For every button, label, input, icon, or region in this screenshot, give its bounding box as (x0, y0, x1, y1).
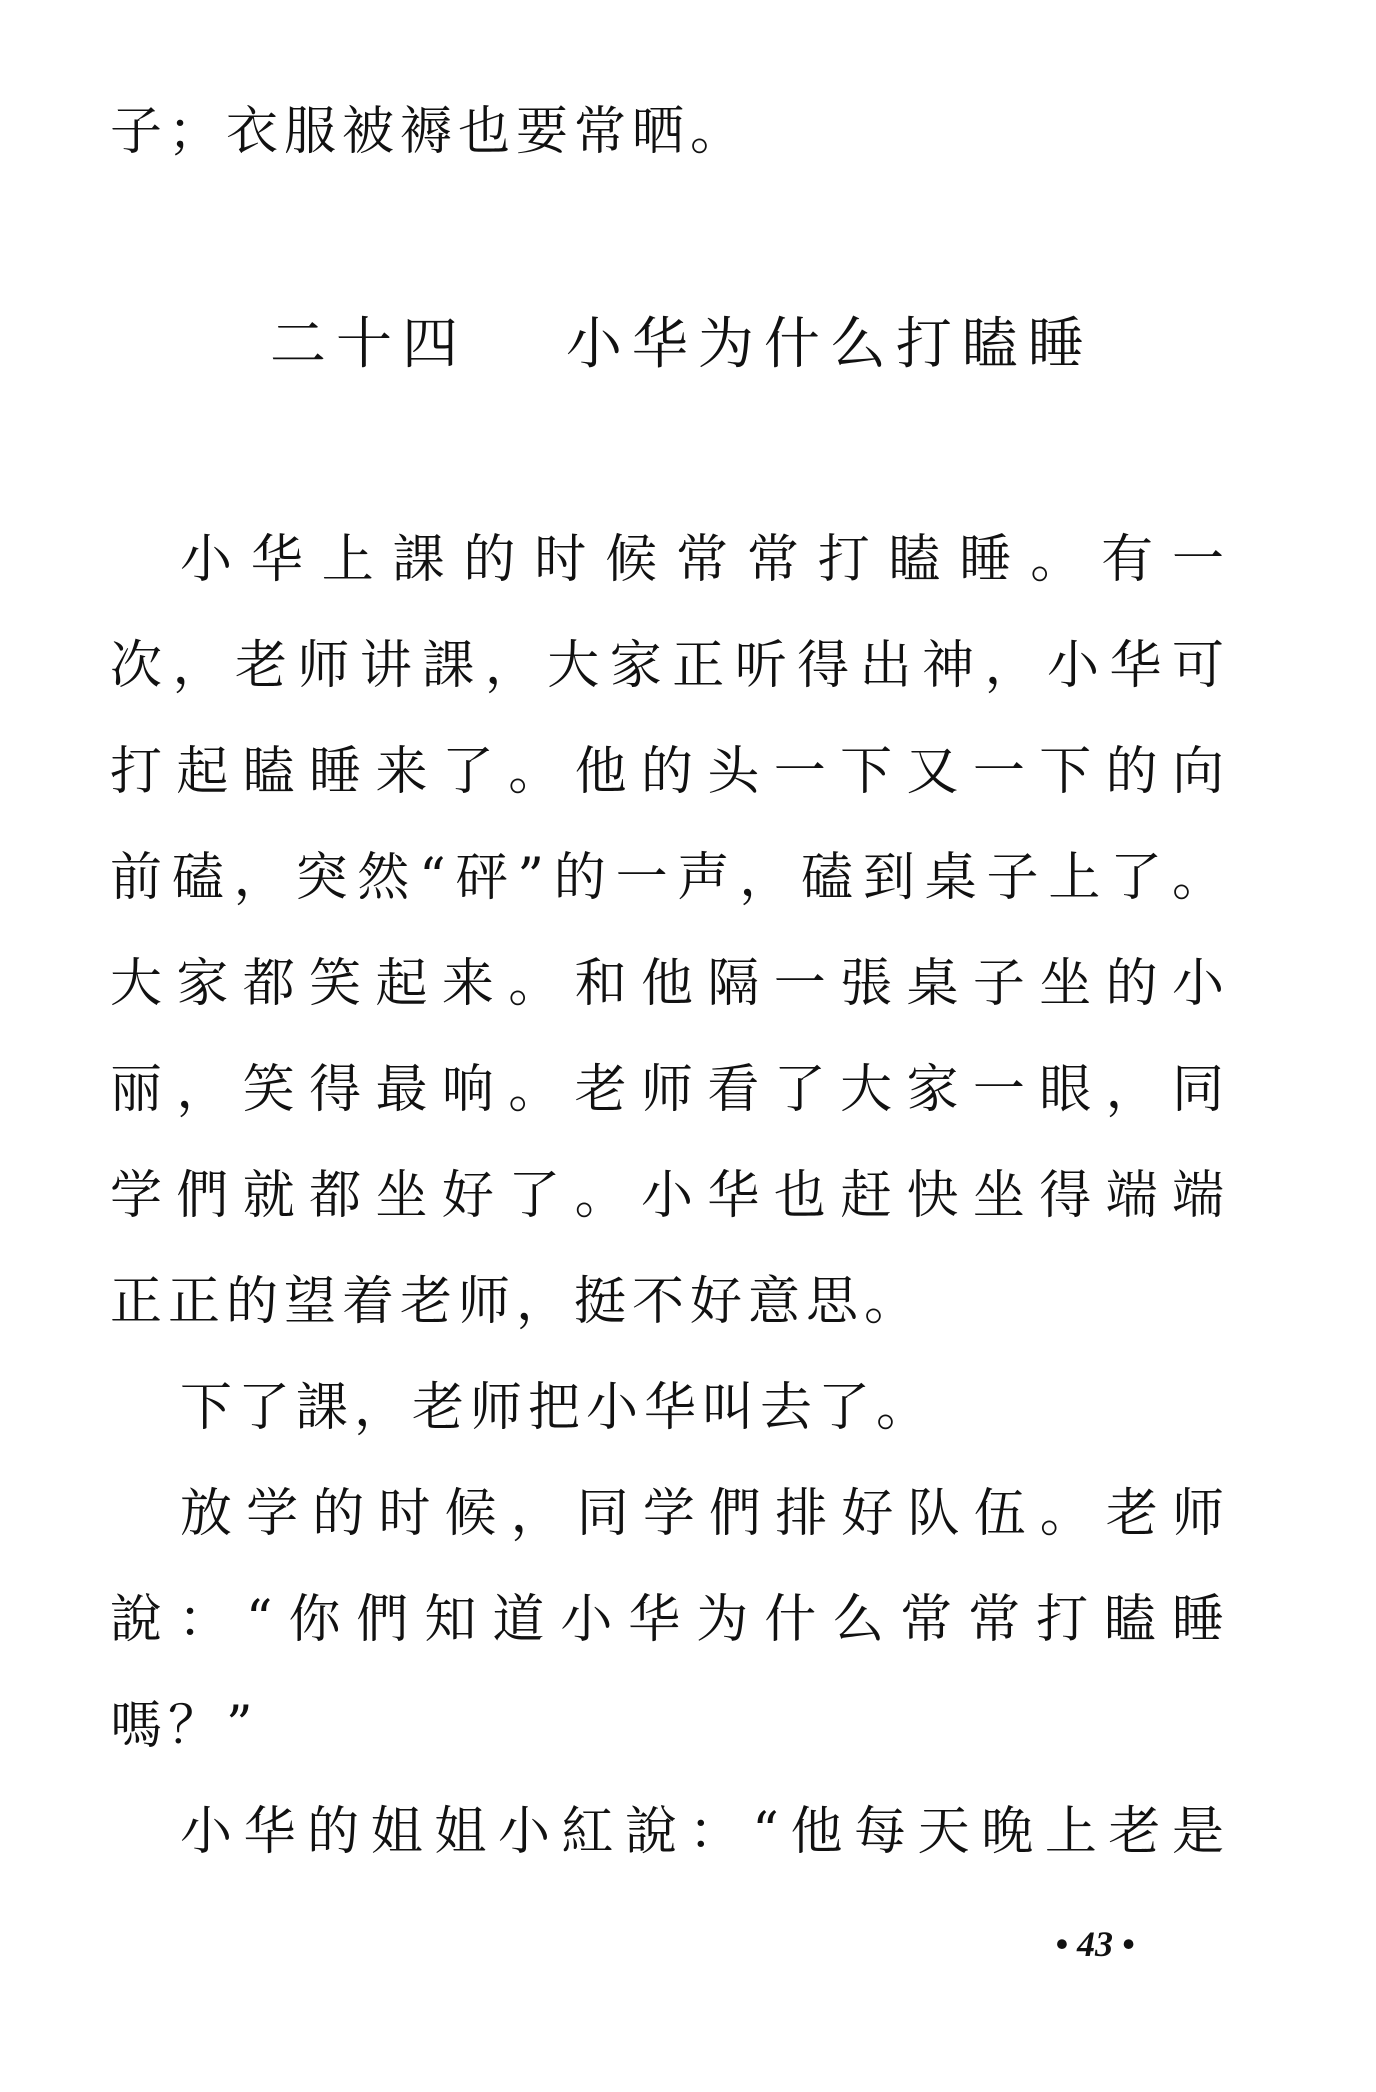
paragraph-line-11: 說：“你們知道小华为什么常常打瞌睡 (110, 1590, 1230, 1650)
paragraph-line-1: 小华上課的时候常常打瞌睡。有一 (180, 530, 1230, 590)
section-title (270, 310, 1094, 380)
paragraph-line-6: 丽，笑得最响。老师看了大家一眼，同 (110, 1060, 1230, 1120)
paragraph-line-9: 下了課，老师把小华叫去了。 (180, 1378, 935, 1438)
paragraph-line-5: 大家都笑起来。和他隔一張桌子坐的小 (110, 954, 1230, 1014)
paragraph-line-3: 打起瞌睡来了。他的头一下又一下的向 (110, 742, 1230, 802)
paragraph-line-10: 放学的时候，同学們排好队伍。老师 (180, 1484, 1230, 1544)
paragraph-line-7: 学們就都坐好了。小华也赶快坐得端端 (110, 1166, 1230, 1226)
paragraph-line-12: 嗎？” (110, 1696, 259, 1756)
top-text-line: 子；衣服被褥也要常晒。 (110, 102, 749, 162)
page-number: • 43 • (1055, 1924, 1135, 1964)
section-number: 二十四 (270, 312, 468, 377)
section-title-text: 小华为什么打瞌睡 (565, 312, 1094, 377)
paragraph-line-4: 前磕，突然“砰”的一声，磕到桌子上了。 (110, 848, 1230, 908)
paragraph-line-13: 小华的姐姐小紅說：“他每天晚上老是 (180, 1802, 1230, 1862)
paragraph-line-2: 次，老师讲課，大家正听得出神，小华可 (110, 636, 1230, 696)
paragraph-line-8: 正正的望着老师，挺不好意思。 (110, 1272, 923, 1332)
